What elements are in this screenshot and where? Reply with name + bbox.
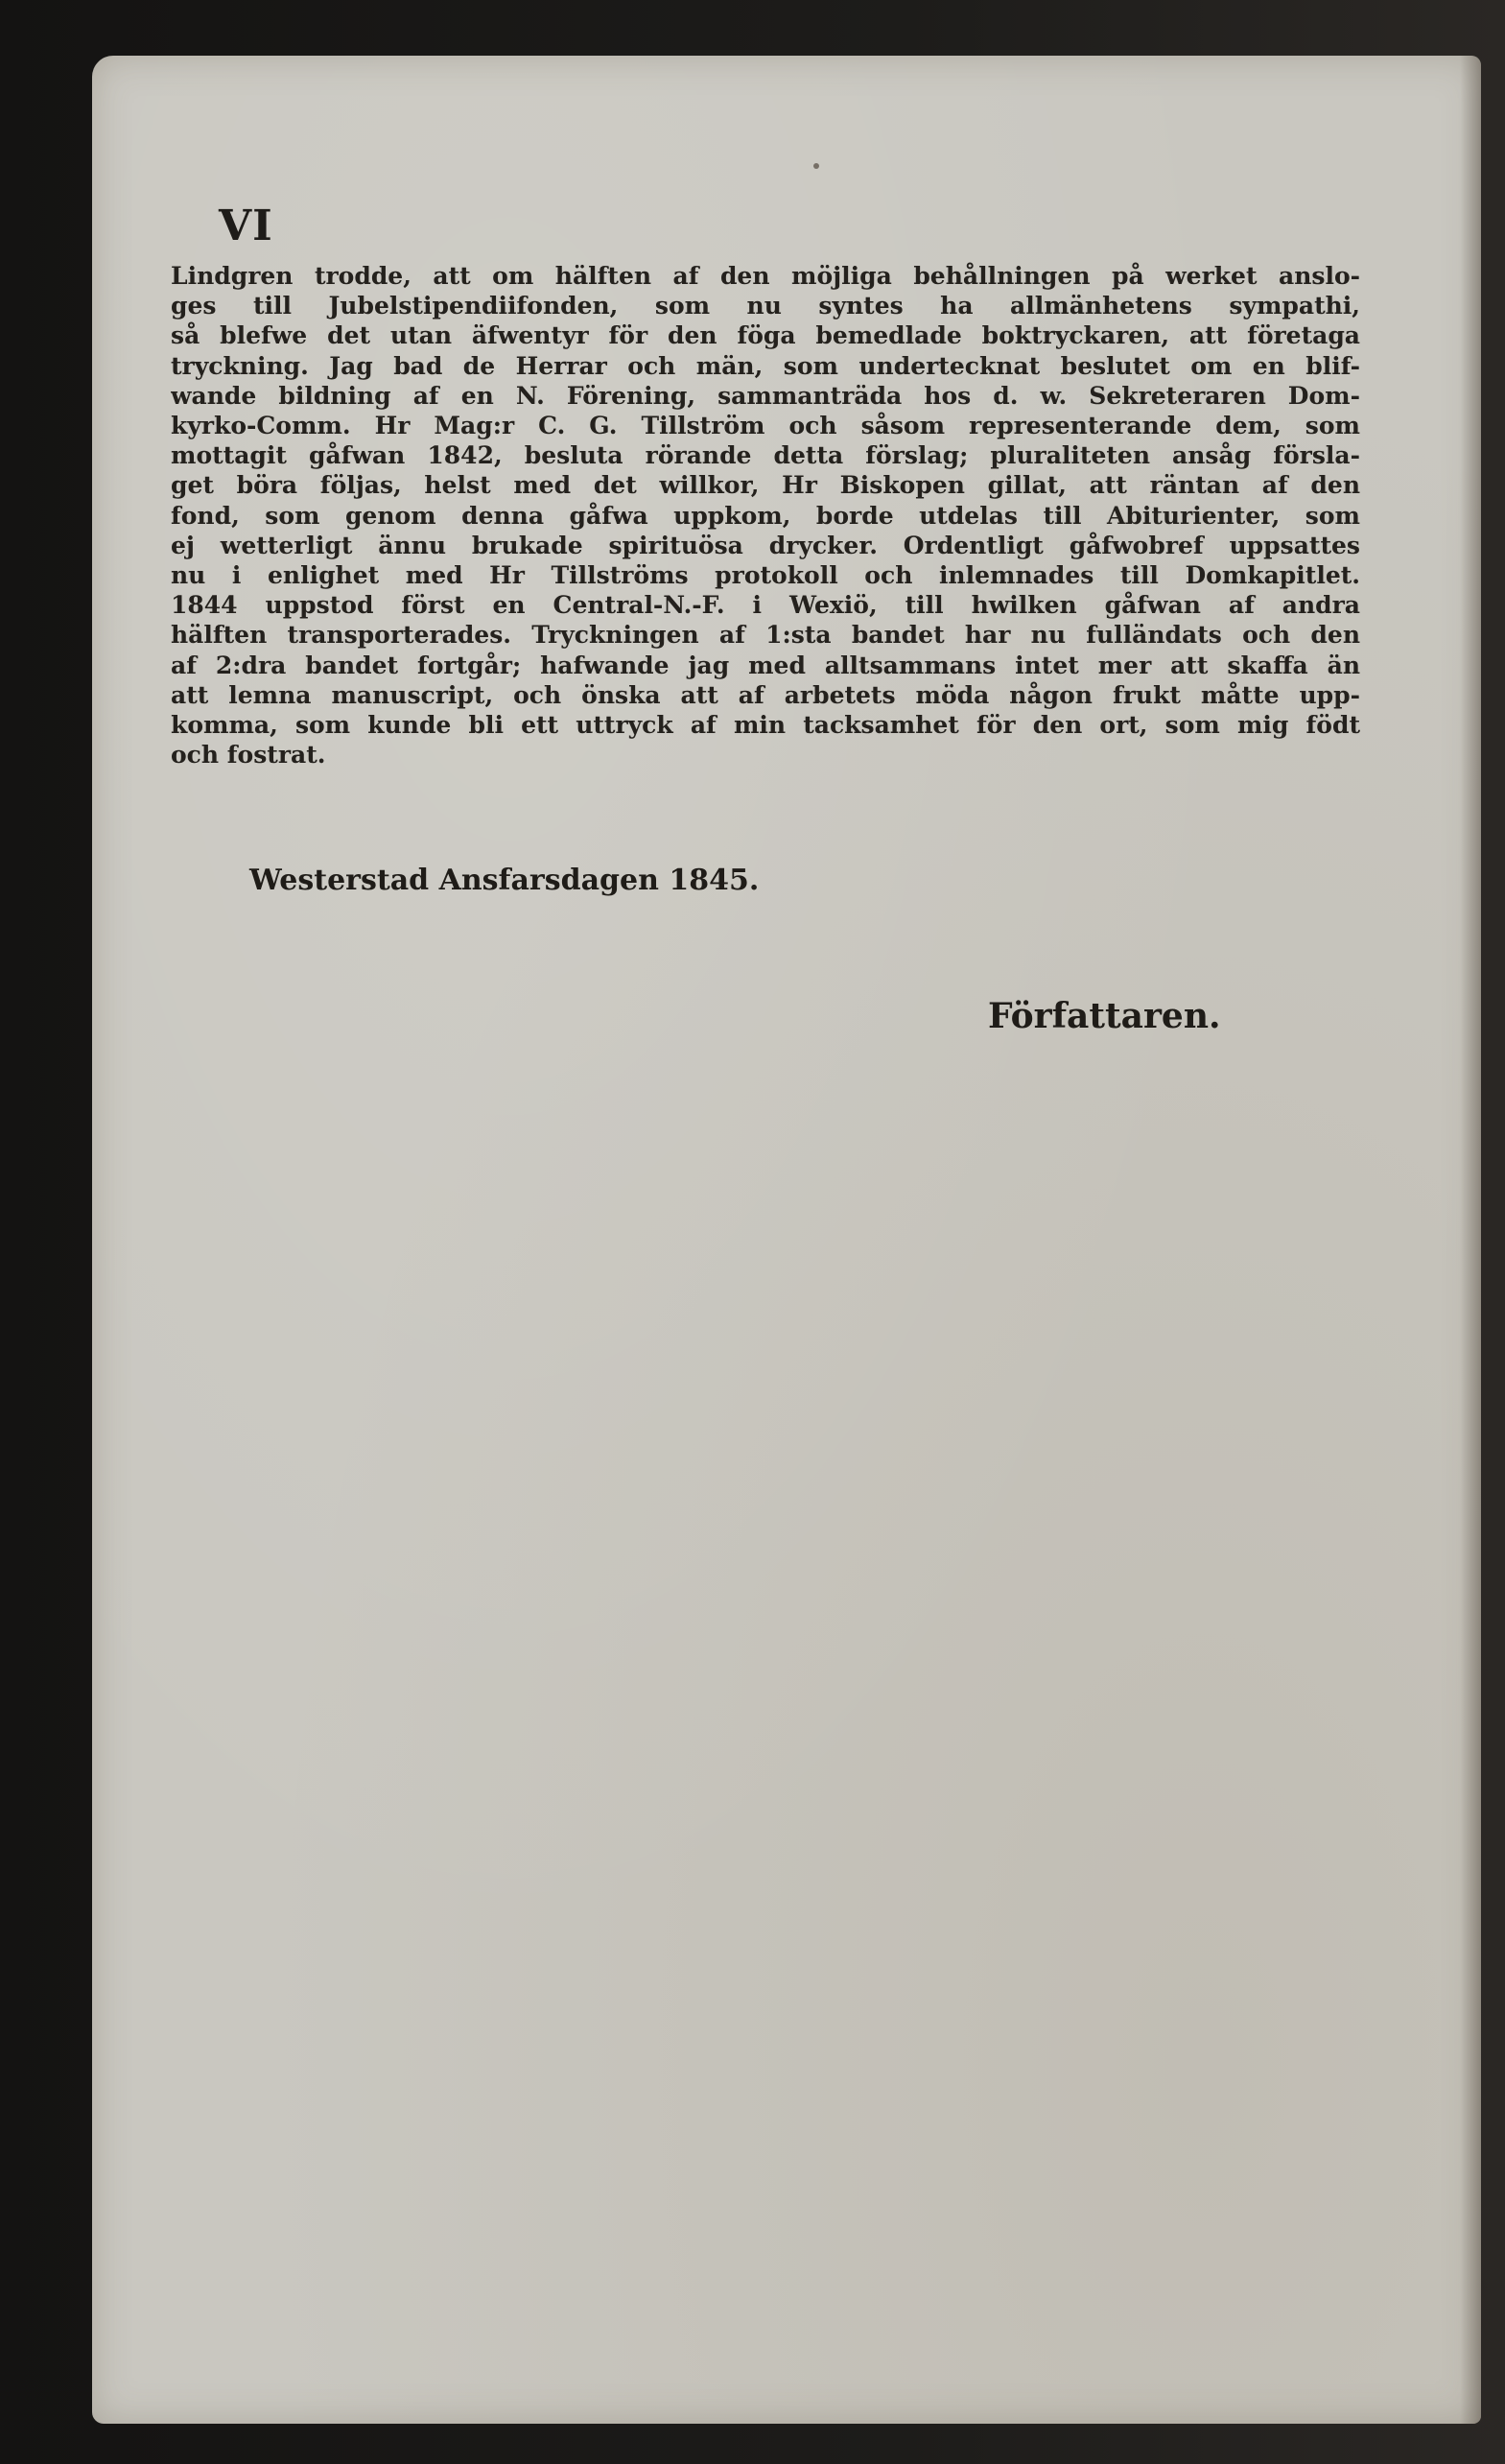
text-line: tryckning. Jag bad de Herrar och män, som undertecknat beslutet om en blif- xyxy=(171,351,1360,380)
page-edge-shadow xyxy=(1460,56,1481,2424)
text-line: af 2:dra bandet fortgår; hafwande jag med alltsammans intet mer att skaffa än xyxy=(171,651,1360,679)
text-line: wande bildning af en N. Förening, sammanträda hos d. w. Sekreteraren Dom- xyxy=(171,381,1360,410)
text-line: hälften transporterades. Tryckningen af 1:sta bandet har nu fulländats och den xyxy=(171,621,1360,650)
text-line: ges till Jubelstipendiifonden, som nu syntes ha allmänhetens sympathi, xyxy=(171,292,1360,320)
text-line: ej wetterligt ännu brukade spirituösa drycker. Ordentligt gåfwobref uppsattes xyxy=(171,531,1360,559)
text-line: nu i enlighet med Hr Tillströms protokoll och inlemnades till Domkapitlet. xyxy=(171,561,1360,590)
text-line: Lindgren trodde, att om hälften af den möjliga behållningen på werket anslo- xyxy=(171,262,1360,290)
text-line: 1844 uppstod först en Central-N.-F. i Wexiö, till hwilken gåfwan af andra xyxy=(171,591,1360,620)
text-line: kyrko-Comm. Hr Mag:r C. G. Tillström och såsom representerande dem, som xyxy=(171,412,1360,440)
text-line: mottagit gåfwan 1842, besluta rörande detta förslag; pluraliteten ansåg försla- xyxy=(171,441,1360,470)
text-line: så blefwe det utan äfwentyr för den föga bemedlade boktryckaren, att företaga xyxy=(171,321,1360,350)
dateline: Westerstad Ansfarsdagen 1845. xyxy=(249,864,760,897)
text-line: get böra följas, helst med det willkor, Hr Biskopen gillat, att räntan af den xyxy=(171,471,1360,500)
body-paragraph xyxy=(171,261,1360,770)
author-signature: Författaren. xyxy=(988,996,1221,1036)
text-line: att lemna manuscript, och önska att af arbetets möda någon frukt måtte upp- xyxy=(171,680,1360,709)
page-number: VI xyxy=(219,201,273,250)
text-line: och fostrat. xyxy=(171,741,326,770)
text-line: komma, som kunde bli ett uttryck af min tacksamhet för den ort, som mig födt xyxy=(171,711,1360,740)
ink-speck xyxy=(813,163,819,169)
text-line: fond, som genom denna gåfwa uppkom, borde utdelas till Abiturienter, som xyxy=(171,501,1360,530)
